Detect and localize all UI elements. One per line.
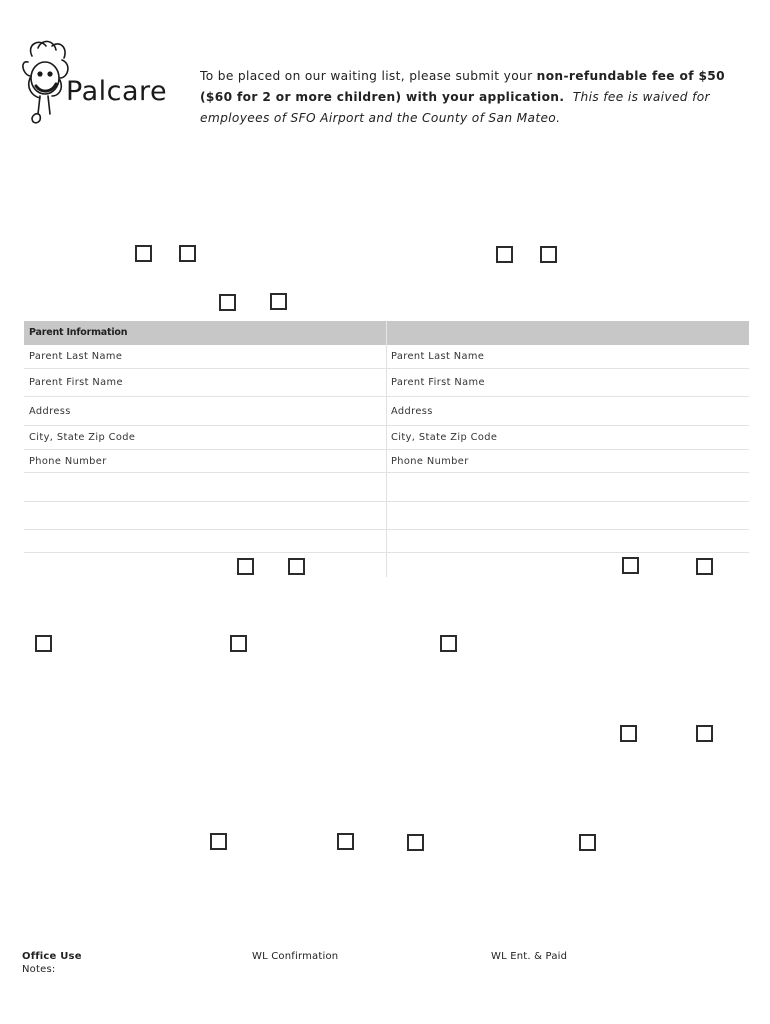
parent2-phone-label: Phone Number — [391, 456, 469, 467]
row-divider — [24, 472, 749, 473]
parent1-address-label: Address — [29, 406, 71, 417]
checkbox[interactable] — [219, 294, 236, 311]
parent2-address-label: Address — [391, 406, 433, 417]
row-divider — [24, 396, 749, 397]
parent-information-table — [24, 321, 749, 577]
parent2-first-name-label: Parent First Name — [391, 377, 485, 388]
checkbox[interactable] — [288, 558, 305, 575]
intro-text — [200, 66, 740, 129]
checkbox[interactable] — [179, 245, 196, 262]
row-divider — [24, 529, 749, 530]
checkbox[interactable] — [35, 635, 52, 652]
checkbox[interactable] — [620, 725, 637, 742]
row-divider — [24, 449, 749, 450]
office-use-title: Office Use — [22, 951, 82, 962]
logo-wordmark: Palcare — [66, 76, 168, 107]
parent1-city-state-zip-label: City, State Zip Code — [29, 432, 136, 443]
column-divider — [386, 345, 387, 577]
checkbox[interactable] — [337, 833, 354, 850]
wl-confirmation-label: WL Confirmation — [252, 951, 339, 962]
checkbox[interactable] — [230, 635, 247, 652]
header-divider — [386, 321, 387, 345]
parent2-city-state-zip-label: City, State Zip Code — [391, 432, 498, 443]
parent1-first-name-label: Parent First Name — [29, 377, 123, 388]
checkbox[interactable] — [135, 245, 152, 262]
intro-waiver-italic: This fee is waived for employees of SFO Airport and the County of San Mateo. — [200, 90, 710, 125]
row-divider — [24, 425, 749, 426]
checkbox[interactable] — [622, 557, 639, 574]
checkbox[interactable] — [579, 834, 596, 851]
checkbox[interactable] — [270, 293, 287, 310]
checkbox[interactable] — [496, 246, 513, 263]
row-divider — [24, 552, 749, 553]
table-header-title: Parent Information — [29, 327, 128, 338]
row-divider — [24, 501, 749, 502]
checkbox[interactable] — [440, 635, 457, 652]
notes-label: Notes: — [22, 964, 56, 975]
parent2-last-name-label: Parent Last Name — [391, 351, 485, 362]
parent1-last-name-label: Parent Last Name — [29, 351, 123, 362]
checkbox[interactable] — [696, 558, 713, 575]
intro-fee-bold: non-refundable fee of $50 ($60 for 2 or more children) with your application. — [200, 69, 725, 104]
intro-plain: To be placed on our waiting list, please submit your — [200, 69, 537, 83]
table-header — [24, 321, 749, 345]
office-use-label — [22, 951, 82, 962]
checkbox[interactable] — [540, 246, 557, 263]
checkbox[interactable] — [696, 725, 713, 742]
checkbox[interactable] — [210, 833, 227, 850]
checkbox[interactable] — [407, 834, 424, 851]
checkbox[interactable] — [237, 558, 254, 575]
parent1-phone-label: Phone Number — [29, 456, 107, 467]
row-divider — [24, 368, 749, 369]
wl-ent-paid-label: WL Ent. & Paid — [491, 951, 568, 962]
palcare-logo — [18, 38, 188, 130]
